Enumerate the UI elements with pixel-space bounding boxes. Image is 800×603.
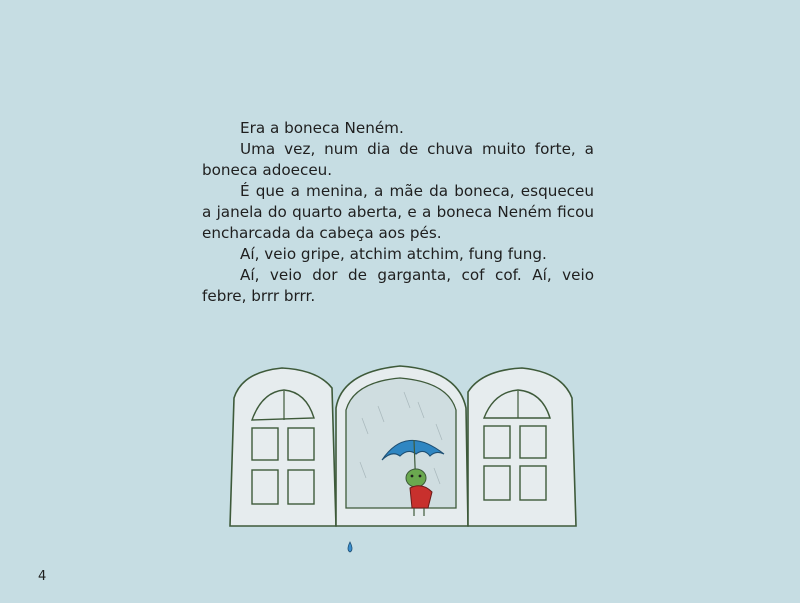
right-shutter	[468, 368, 576, 526]
paragraph-2: Uma vez, num dia de chuva muito forte, a boneca adoeceu.	[202, 140, 594, 179]
left-shutter	[230, 368, 336, 526]
raindrop-icon	[348, 542, 352, 552]
paragraph-3: É que a menina, a mãe da boneca, esqueceu a janela do quarto aberta, e a boneca Neném ficou encharcada da cabeça aos pés.	[202, 182, 594, 242]
paragraph-1: Era a boneca Neném.	[240, 119, 404, 137]
paragraph-5: Aí, veio dor de garganta, cof cof. Aí, veio febre, brrr brrr.	[202, 266, 594, 305]
page-number: 4	[38, 569, 47, 584]
window-illustration	[222, 358, 582, 568]
paragraph-4: Aí, veio gripe, atchim atchim, fung fung.	[240, 245, 547, 263]
window-opening	[336, 366, 468, 526]
window-drawing	[222, 358, 582, 568]
story-text	[202, 118, 594, 307]
